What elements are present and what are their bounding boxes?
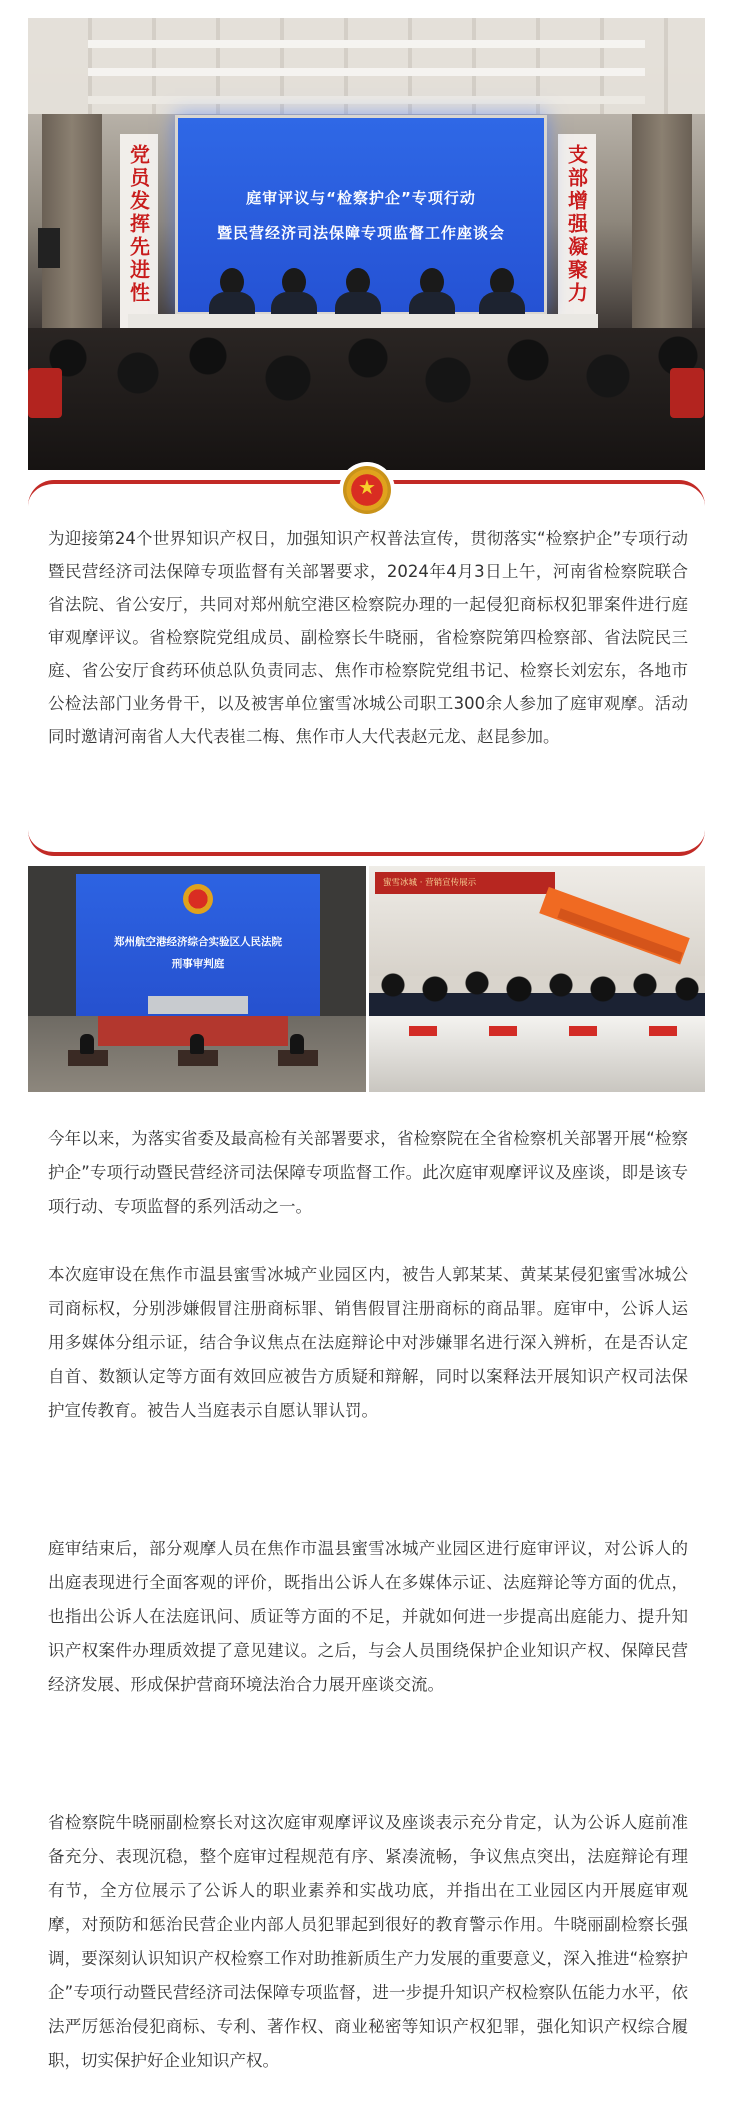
screen-title-line2: 暨民营经济司法保障专项监督工作座谈会 <box>216 224 505 242</box>
hero-photo <box>28 18 705 470</box>
banner-right: 支部增强凝聚力 <box>558 134 596 354</box>
name-tag <box>649 1026 677 1036</box>
chair <box>670 368 704 418</box>
screen-title-line1: 庭审评议与“检察护企”专项行动 <box>246 189 476 207</box>
court-screen-subtitle: 刑事审判庭 <box>171 958 225 970</box>
name-tag <box>569 1026 597 1036</box>
banner-left: 党员发挥先进性 <box>120 134 158 354</box>
body-paragraph-1: 今年以来，为落实省委及最高检有关部署要求，省检察院在全省检察机关部署开展“检察护企”专项行动暨民营经济司法保障专项监督工作。此次庭审观摩评议及座谈，即是该专项行动、专项监督的系列活动之一。 <box>48 1129 688 1216</box>
intro-paragraph: 为迎接第24个世界知识产权日，加强知识产权普法宣传，贯彻落实“检察护企”专项行动暨民营经济司法保障专项监督有关部署要求，2024年4月3日上午，河南省检察院联合省法院、省公安厅，共同对郑州航空港区检察院办理的一起侵犯商标权犯罪案件进行庭审观摩评议。省检察院党组成员、副检察长牛晓丽，省检察院第四检察部、省法院民三庭、省公安厅食药环侦总队负责同志、焦作市检察院党组书记、检察长刘宏东，各地市公检法部门业务骨干，以及被害单位蜜雪冰城公司职工300余人参加了庭审观摩。活动同时邀请河南省人大代表崔二梅、焦作市人大代表赵元龙、赵昆参加。 <box>48 529 688 746</box>
body-paragraph-3: 庭审结束后，部分观摩人员在焦作市温县蜜雪冰城产业园区进行庭审评议，对公诉人的出庭表现进行全面客观的评价，既指出公诉人在多媒体示证、法庭辩论等方面的优点，也指出公诉人在法庭讯问、质证等方面的不足，并就如何进一步提高出庭能力、提升知识产权案件办理质效提了意见建议。之后，与会人员围绕保护企业知识产权、保障民营经济发展、形成保护营商环境法治合力展开座谈交流。 <box>48 1539 688 1694</box>
curtain-right <box>632 114 692 364</box>
court-screen <box>76 874 320 1016</box>
name-tag <box>489 1026 517 1036</box>
display-board: 蜜雪冰城 · 营销宣传展示 <box>375 872 555 894</box>
court-emblem-icon <box>183 884 213 914</box>
person <box>80 1034 94 1054</box>
courtroom-photo <box>28 866 366 1092</box>
body-paragraph-2: 本次庭审设在焦作市温县蜜雪冰城产业园区内，被告人郭某某、黄某某侵犯蜜雪冰城公司商标权，分别涉嫌假冒注册商标罪、销售假冒注册商标的商品罪。庭审中，公诉人运用多媒体分组示证，结合争议焦点在法庭辩论中对涉嫌罪名进行深入辨析，在是否认定自首、数额认定等方面有效回应被告方质疑和辩解，同时以案释法开展知识产权司法保护宣传教育。被告人当庭表示自愿认罪认罚。 <box>48 1265 688 1420</box>
ceiling-lights <box>28 18 705 114</box>
speaker <box>38 228 60 268</box>
judge-bench <box>148 996 248 1014</box>
court-screen-title: 郑州航空港经济综合实验区人民法院 <box>114 936 282 948</box>
chair <box>28 368 62 418</box>
name-tag <box>409 1026 437 1036</box>
meeting-photo <box>369 866 705 1092</box>
body-paragraph-4: 省检察院牛晓丽副检察长对这次庭审观摩评议及座谈表示充分肯定，认为公诉人庭前准备充分、表现沉稳，整个庭审过程规范有序、紧凑流畅，争议焦点突出，法庭辩论有理有节，全方位展示了公诉人的职业素养和实战功底，并指出在工业园区内开展庭审观摩，对预防和惩治民营企业内部人员犯罪起到很好的教育警示作用。牛晓丽副检察长强调，要深刻认识知识产权检察工作对助推新质生产力发展的重要意义，深入推进“检察护企”专项行动暨民营经济司法保障专项监督，进一步提升知识产权检察队伍能力水平，依法严厉惩治侵犯商标、专利、著作权、商业秘密等知识产权犯罪，强化知识产权综合履职，切实保护好企业知识产权。 <box>48 1813 688 2070</box>
person <box>290 1034 304 1054</box>
audience <box>28 328 705 470</box>
national-emblem-icon <box>343 466 391 514</box>
person <box>190 1034 204 1054</box>
frame-bottom-border <box>28 826 705 856</box>
